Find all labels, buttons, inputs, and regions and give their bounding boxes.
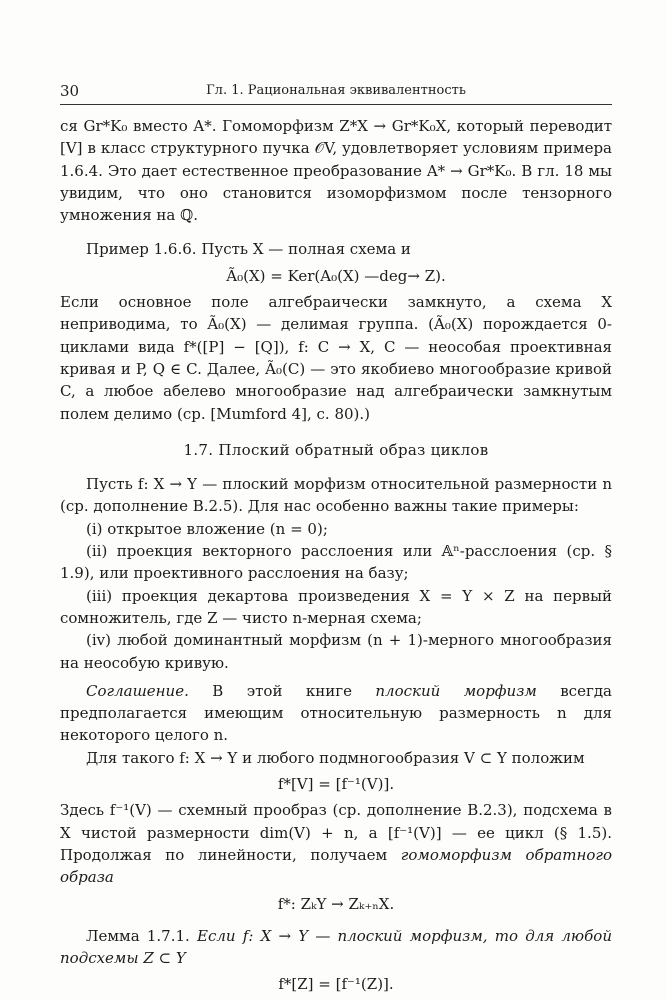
- convention-paragraph: [60, 680, 612, 747]
- convention-term: плоский морфизм: [375, 681, 537, 700]
- convention-label: Соглашение.: [86, 681, 189, 700]
- convention-text: В этой книге: [212, 681, 352, 700]
- list-item: (iii) проекция декартова произведения X = Y × Z на первый сомножитель, где Z — чисто n-мерная схема;: [60, 586, 612, 627]
- paragraph-flat-morphism: Пусть f: X → Y — плоский морфизм относительной размерности n (ср. дополнение B.2.5). Для нас особенно важны такие примеры:: [60, 475, 612, 516]
- pullback-text: Здесь f⁻¹(V) — схемный прообраз (ср. дополнение B.2.3), подсхема в X чистой размерности dim(V) + n, а [f⁻¹(V)] — ее цикл (§ 1.5). Продолжая по линейности, получаем: [60, 801, 612, 864]
- paragraph-pullback: [60, 799, 612, 888]
- example-text: Пусть X — полная схема и: [201, 240, 411, 259]
- paragraph-continuation: ся Gr*K₀ вместо A*. Гомоморфизм Z*X → Gr*K₀X, который переводит [V] в класс структурного пучка 𝒪V, удовлетворяет условиям примера 1.6.4. Это дает естественное преобразование A* → Gr*K₀. В гл. 18 мы увидим, что оно становится изоморфизмом после тензорного умножения на ℚ.: [60, 117, 612, 225]
- formula-pullback-homomorphism: f*: ZₖY → Zₖ₊ₙX.: [277, 894, 395, 913]
- formula-reduced-chow: Ã₀(X) = Ker(A₀(X) —deg→ Z).: [226, 266, 446, 285]
- list-item: (i) открытое вложение (n = 0);: [86, 519, 328, 538]
- formula-lemma: f*[Z] = [f⁻¹(Z)].: [278, 975, 394, 994]
- page-number: 30: [60, 82, 80, 100]
- paragraph-definition: Для такого f: X → Y и любого подмногообразия V ⊂ Y положим: [86, 748, 585, 767]
- example-label: Пример 1.6.6.: [86, 240, 197, 259]
- section-title: 1.7. Плоский обратный образ циклов: [183, 440, 489, 459]
- page-header: [60, 82, 612, 105]
- running-title: Гл. 1. Рациональная эквивалентность: [206, 83, 466, 98]
- lemma-text: Если f: X → Y — плоский морфизм, то для любой подсхемы Z ⊂ Y: [60, 926, 612, 968]
- list-item: (ii) проекция векторного расслоения или 𝔸ⁿ-расслоения (ср. § 1.9), или проективного расслоения на базу;: [60, 542, 612, 583]
- example-paragraph: [60, 238, 612, 260]
- lemma-label: Лемма 1.7.1.: [86, 926, 190, 945]
- page-body: [60, 115, 612, 1000]
- list-item: (iv) любой доминантный морфизм (n + 1)-мерного многообразия на неособую кривую.: [60, 631, 612, 672]
- paragraph-divisible-group: Если основное поле алгебраически замкнуто, а схема X неприводима, то Ã₀(X) — делимая группа. (Ã₀(X) порождается 0-циклами вида f*([P] − [Q]), f: C → X, C — неособая проективная кривая и P, Q ∈ C. Далее, Ã₀(C) — это якобиево многообразие кривой C, а любое абелево многообразие над алгебраически замкнутым полем делимо (ср. [Mumford 4], с. 80).): [60, 293, 612, 423]
- lemma-paragraph: [60, 925, 612, 970]
- convention-text-rest: всегда предполагается имеющим относительную размерность n для некоторого целого n.: [60, 681, 612, 745]
- formula-pullback-definition: f*[V] = [f⁻¹(V)].: [277, 775, 395, 794]
- pullback-term: гомоморфизм обратного образа: [60, 845, 612, 887]
